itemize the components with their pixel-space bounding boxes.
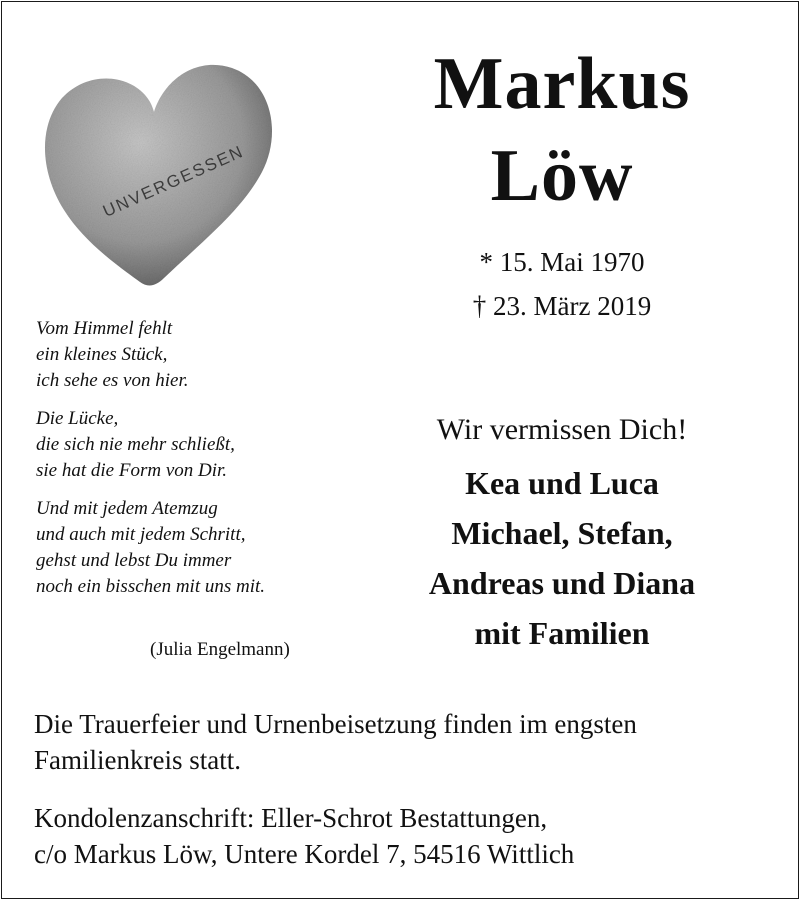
mourner-line: Andreas und Diana: [428, 565, 696, 601]
mourner-line: Kea und Luca: [465, 465, 659, 501]
deceased-block: [372, 38, 752, 328]
poem-line: Und mit jedem Atemzug: [36, 498, 218, 519]
heart-stone-shape: [45, 65, 272, 286]
deceased-last-name: Löw: [490, 135, 634, 217]
farewell-message: Wir vermissen Dich!: [436, 413, 688, 446]
stone-heart-image: [36, 60, 280, 288]
poem-stanza: [36, 496, 346, 600]
condolence-line: Kondolenzanschrift: Eller-Schrot Bestattungen,: [34, 803, 548, 833]
life-dates: [372, 240, 752, 328]
poem-line: und auch mit jedem Schritt,: [36, 524, 246, 545]
poem-line: noch ein bisschen mit uns mit.: [36, 576, 266, 597]
poem-stanza: [36, 316, 346, 394]
condolence-address: [34, 800, 774, 872]
heart-inscription: UNVERGESSEN: [100, 141, 247, 221]
mourner-line: Michael, Stefan,: [451, 515, 673, 551]
condolence-line: c/o Markus Löw, Untere Kordel 7, 54516 Wittlich: [34, 839, 575, 869]
obituary-notice: [1, 1, 799, 899]
mourner-line: mit Familien: [474, 615, 650, 651]
deceased-first-name: Markus: [433, 43, 691, 125]
poem-line: die sich nie mehr schließt,: [36, 434, 235, 455]
poem-line: sie hat die Form von Dir.: [36, 460, 228, 481]
ceremony-info: [34, 706, 774, 872]
poem-stanza: [36, 406, 346, 484]
ceremony-text: Die Trauerfeier und Urnenbeisetzung finden im engsten Familienkreis statt.: [34, 709, 637, 775]
birth-date: * 15. Mai 1970: [479, 247, 645, 277]
mourners-list: [352, 458, 772, 658]
poem-line: ein kleines Stück,: [36, 344, 168, 365]
death-date: † 23. März 2019: [472, 291, 652, 321]
poem-author: (Julia Engelmann): [150, 639, 290, 660]
poem-line: gehst und lebst Du immer: [36, 550, 232, 571]
poem-line: ich sehe es von hier.: [36, 370, 189, 391]
poem-line: Die Lücke,: [36, 408, 119, 429]
poem-line: Vom Himmel fehlt: [36, 318, 173, 339]
poem: [36, 316, 346, 612]
